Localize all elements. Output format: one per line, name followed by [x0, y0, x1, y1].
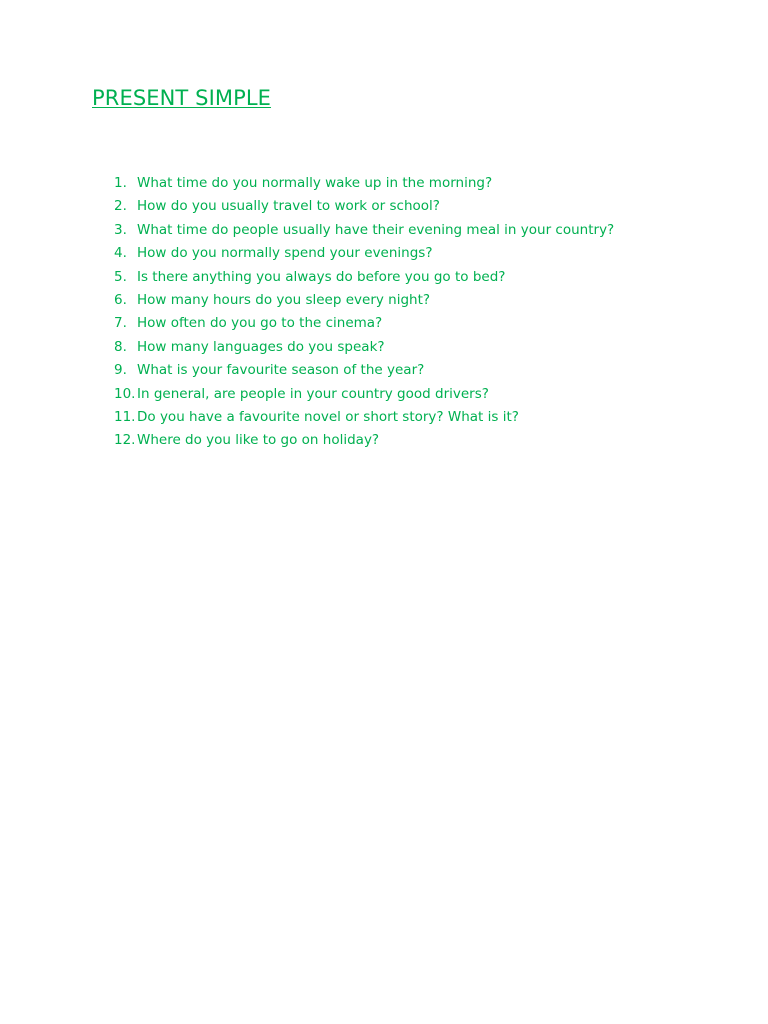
- page-title: PRESENT SIMPLE: [92, 86, 272, 110]
- list-item-number: 9.: [114, 362, 127, 379]
- list-item-number: 10.: [114, 385, 136, 402]
- list-item-number: 5.: [114, 268, 127, 285]
- list-item-number: 7.: [114, 315, 127, 332]
- list-item-text: How do you usually travel to work or school?: [137, 198, 440, 215]
- list-item-text: In general, are people in your country good drivers?: [137, 385, 489, 402]
- list-item-number: 1.: [114, 175, 127, 191]
- list-item-text: What is your favourite season of the year?: [137, 362, 425, 379]
- list-item-number: 2.: [114, 198, 127, 215]
- list-item-text: Do you have a favourite novel or short story? What is it?: [137, 408, 519, 425]
- list-item-text: Is there anything you always do before you go to bed?: [137, 268, 506, 285]
- list-item-text: How many hours do you sleep every night?: [137, 291, 431, 308]
- list-item-text: What time do people usually have their evening meal in your country?: [137, 221, 615, 238]
- list-item-text: How do you normally spend your evenings?: [137, 245, 433, 262]
- list-item-number: 3.: [114, 221, 127, 238]
- list-item-text: How many languages do you speak?: [137, 338, 385, 355]
- list-item-text: How often do you go to the cinema?: [137, 315, 383, 332]
- list-item-number: 12.: [114, 432, 136, 449]
- list-item-number: 8.: [114, 338, 127, 355]
- list-item-text: Where do you like to go on holiday?: [137, 432, 380, 449]
- list-item-text: What time do you normally wake up in the morning?: [137, 175, 493, 191]
- list-item-number: 6.: [114, 291, 127, 308]
- list-item-number: 11.: [114, 408, 136, 425]
- list-item-number: 4.: [114, 245, 127, 262]
